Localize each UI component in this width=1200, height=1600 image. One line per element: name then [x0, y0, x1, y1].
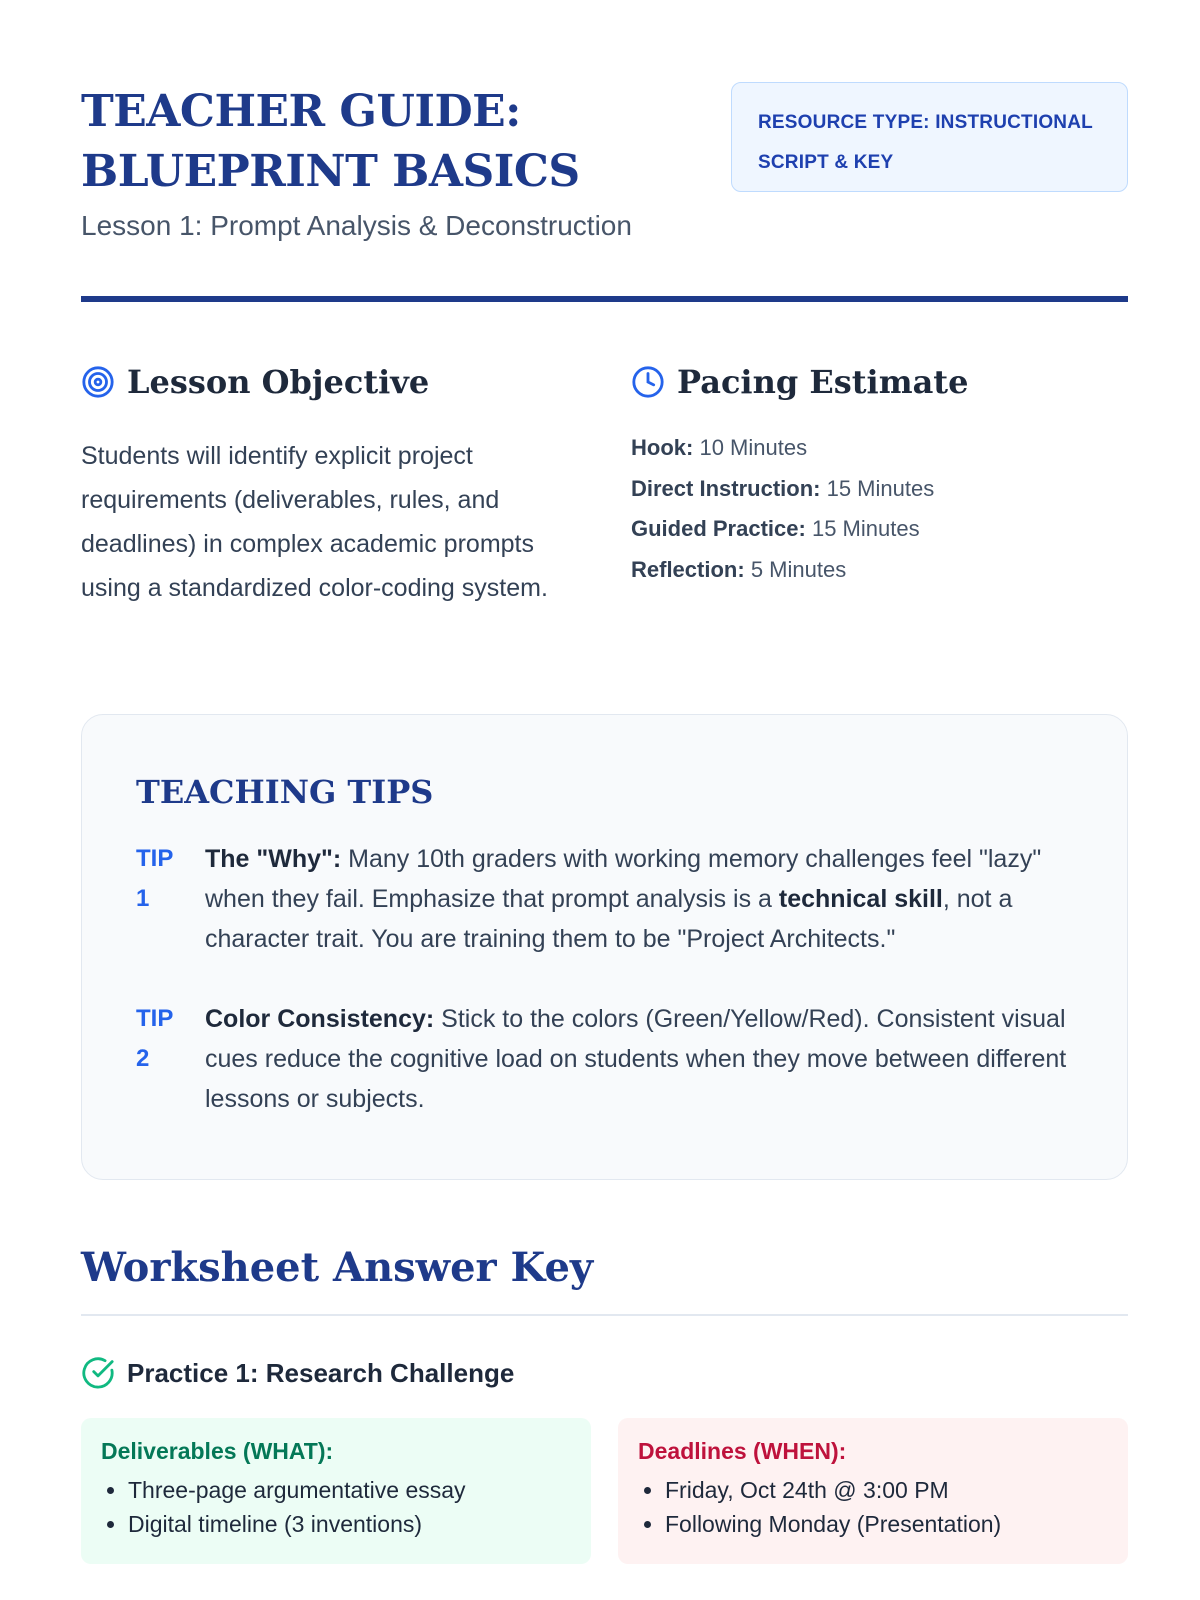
list-item: • Following Monday (Presentation) — [665, 1507, 1108, 1541]
answer-key-divider — [81, 1314, 1128, 1316]
pacing-value: 5 Minutes — [750, 556, 847, 582]
answer-key-heading: Worksheet Answer Key — [81, 1244, 594, 1291]
target-icon — [81, 365, 115, 399]
clock-icon — [631, 365, 665, 399]
pacing-value: 10 Minutes — [699, 435, 808, 460]
pacing-heading: Pacing Estimate — [677, 363, 969, 401]
pacing-section — [631, 360, 1128, 590]
teaching-tips-box — [81, 714, 1128, 1180]
pacing-item — [631, 550, 1128, 591]
pacing-label: Direct Instruction: — [631, 475, 821, 501]
check-circle-icon — [81, 1356, 115, 1390]
tips-heading: TEACHING TIPS — [136, 773, 434, 811]
resource-type-badge — [731, 82, 1128, 192]
tip-number: TIP 2 — [136, 1005, 174, 1072]
tip-text: The "Why": Many 10th graders with working memory challenges feel "lazy" when they fail. Emphasize that prompt analysis is a technical skill, not a character trait. You are training them to be "Project Architects." — [205, 845, 1042, 953]
pacing-label: Hook: — [631, 435, 694, 460]
tip-item — [136, 839, 1073, 959]
pacing-item — [631, 469, 1128, 510]
header-divider — [81, 296, 1128, 302]
pacing-item — [631, 509, 1128, 550]
list-item: • Three-page argumentative essay — [128, 1473, 571, 1507]
list-item: • Friday, Oct 24th @ 3:00 PM — [665, 1473, 1108, 1507]
tip-text: Color Consistency: Stick to the colors (Green/Yellow/Red). Consistent visual cues reduce the cognitive load on students when they move between different lessons or subjects. — [205, 1005, 1067, 1113]
deliverables-card — [81, 1418, 591, 1564]
badge-line-2: SCRIPT & KEY — [758, 152, 894, 173]
pacing-item — [631, 428, 1128, 469]
list-item: • Digital timeline (3 inventions) — [128, 1507, 571, 1541]
page-subtitle: Lesson 1: Prompt Analysis & Deconstruction — [81, 210, 632, 241]
deadlines-heading: Deadlines (WHEN): — [638, 1438, 847, 1464]
practice-title: Practice 1: Research Challenge — [127, 1357, 515, 1388]
deadlines-list — [638, 1473, 1108, 1541]
objective-text: Students will identify explicit project requirements (deliverables, rules, and deadlines) in complex academic prompts using a standardized color-coding system. — [81, 442, 548, 602]
deadlines-card — [618, 1418, 1128, 1564]
title-line-1: TEACHER GUIDE: — [81, 86, 521, 137]
objective-section — [81, 360, 581, 610]
pacing-label: Guided Practice: — [631, 516, 806, 541]
pacing-label: Reflection: — [631, 556, 745, 582]
tip-number: TIP 1 — [136, 845, 174, 912]
objective-heading: Lesson Objective — [127, 363, 430, 401]
deliverables-list — [101, 1473, 571, 1541]
practice-heading — [81, 1356, 514, 1390]
title-line-2: BLUEPRINT BASICS — [81, 146, 580, 197]
pacing-value: 15 Minutes — [811, 516, 920, 541]
header — [81, 82, 1128, 252]
pacing-value: 15 Minutes — [826, 475, 935, 501]
deliverables-heading: Deliverables (WHAT): — [101, 1438, 334, 1464]
tip-item — [136, 999, 1073, 1119]
page-title — [81, 82, 721, 202]
pacing-list — [631, 428, 1128, 590]
badge-line-1: RESOURCE TYPE: INSTRUCTIONAL — [758, 112, 1093, 133]
